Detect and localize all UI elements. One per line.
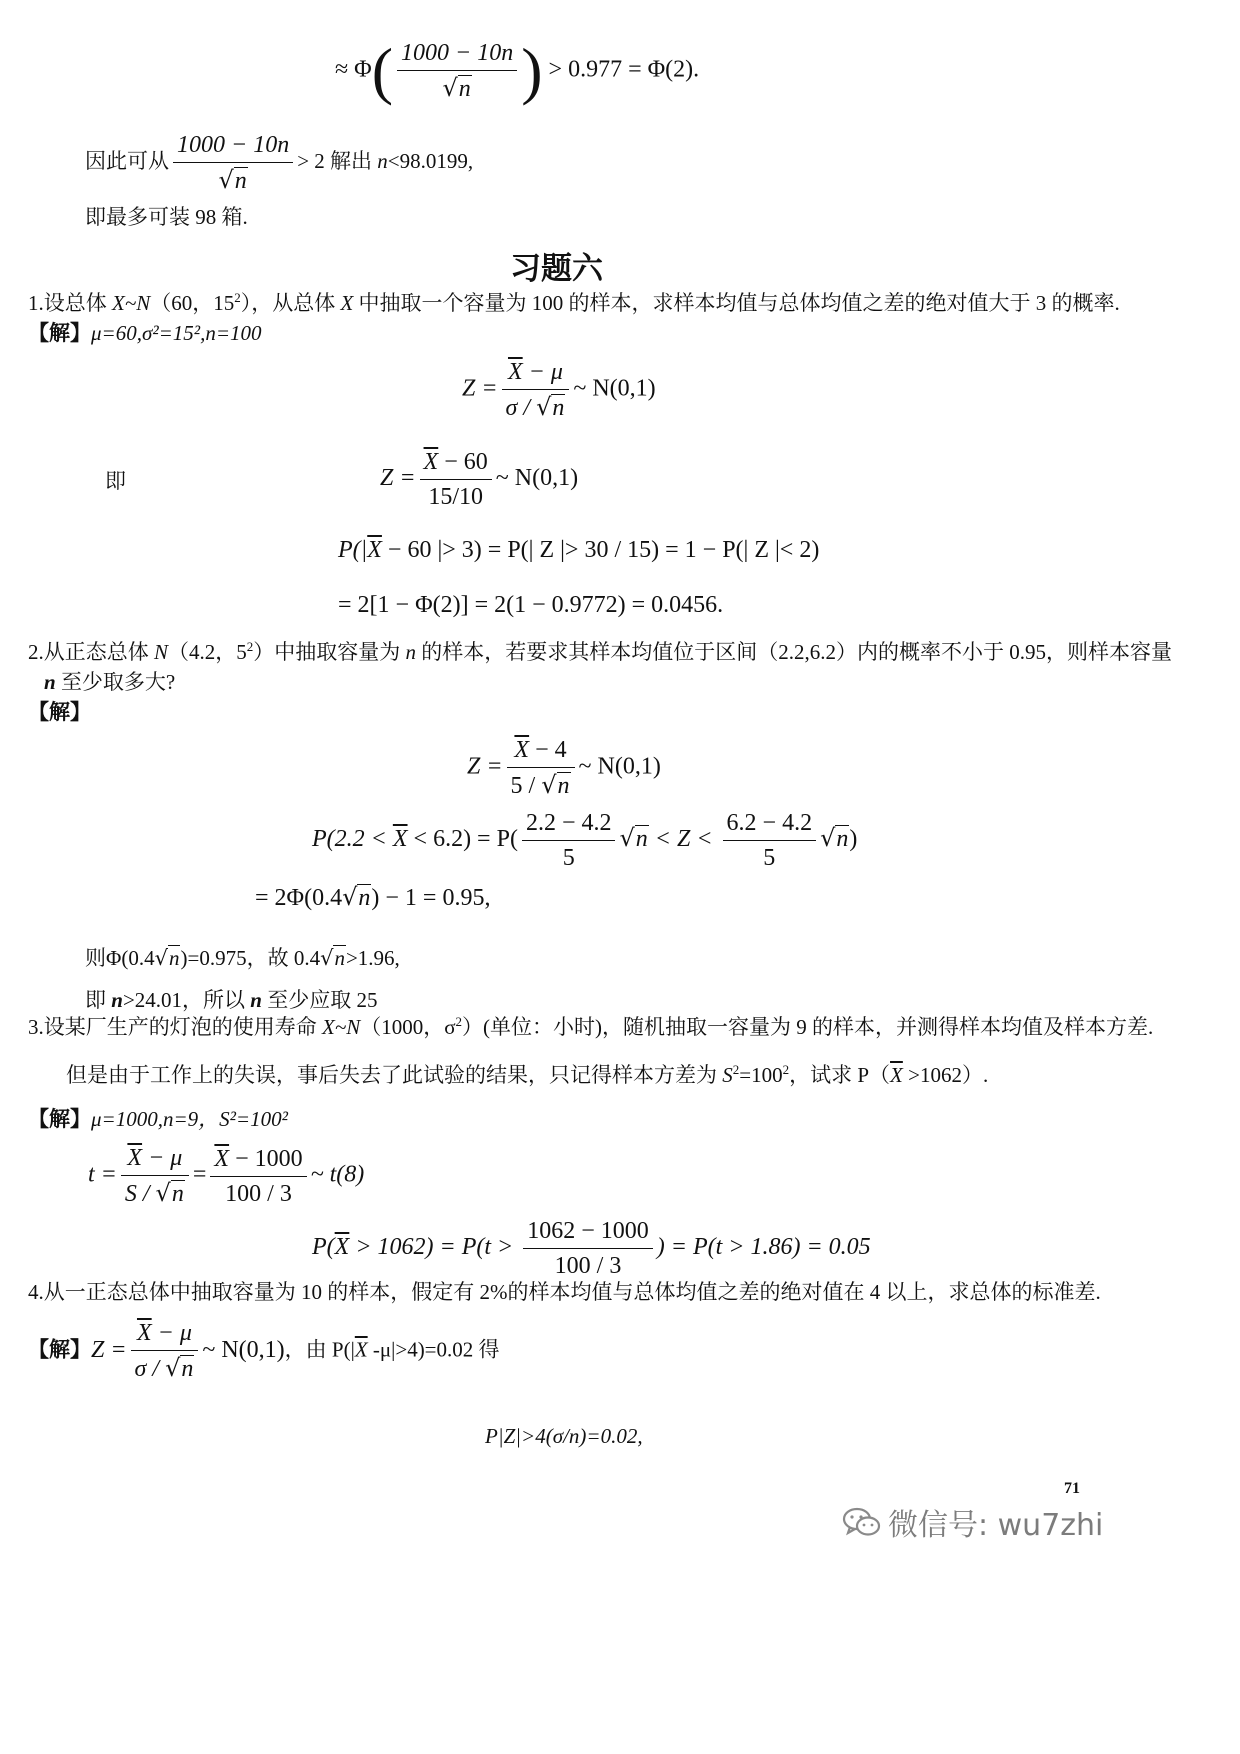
problem-1-solution-given: 【解】μ=60,σ²=15²,n=100 [28,321,262,345]
problem-2-eq-3: = 2Φ(0.4√n) − 1 = 0.95, [255,883,491,911]
problem-2-eq-2: $P(2.2 < \overline{X} < 6.2) = P$( $\frac{2.2 - 4.2}{5}$ √n < Z < $\frac{6.2 - 4.2}{5}$ √n) [312,810,858,871]
problem-4-question: 4.从一正态总体中抽取容量为 10 的样本，假定有 2%的样本均值与总体均值之差的绝对值在 4 以上，求总体的标准差. [28,1280,1101,1304]
problem-3-solution-given: 【解】μ=1000,n=9，S²=100² [28,1107,288,1131]
problem-1-eq-1: Z = $\frac{\overline{X} - \mu}{\sigma / √n}$ ~ N(0,1) [462,359,656,421]
problem-2-line-4: 则Φ(0.4√n)=0.975，故 0.4√n>1.96, [85,946,400,970]
problem-1-ji: 即 [105,469,126,493]
section-title: 习题六 [510,251,603,287]
problem-3-eq-2: $P(\overline{X} > 1062) = P(t$ > $\frac{1062 - 1000}{100 / 3}$ ) = P(t > 1.86) = 0.05 [312,1218,871,1279]
problem-1-question: 1.设总体 X~N（60，$15^2$），从总体 X 中抽取一个容量为 100 的样本，求样本均值与总体均值之差的绝对值大于 3 的概率. [28,290,1120,315]
problem-4-solution: 【解】Z = $\frac{\overline{X} - \mu}{\sigma / √n}$ ~ N(0,1)，由 $P(|\overline{X}$ -μ|>4)=0.02 得 [28,1320,500,1382]
problem-1-eq-3: $P(|\overline{X} - 60$ |> 3) = P(| Z |> 30 / 15) = 1 − P(| Z |< 2) [338,537,820,563]
problem-3-question-line-2: 但是由于工作上的失误，事后失去了此试验的结果，只记得样本方差为 $S^2=100^2$，试求 $P(\overline{X} >1062)$. [66,1062,989,1087]
wechat-icon [842,1506,882,1548]
problem-4-last-line: P|Z|>4(σ/n)=0.02, [485,1424,643,1448]
problem-2-question-line-1: 2.从正态总体 N（4.2，$5^2$）中抽取容量为 n 的样本，若要求其样本均值位于区间（2.2,6.2）内的概率不小于 0.95，则样本容量 [28,639,1173,664]
page-number: 71 [1064,1480,1080,1497]
top-equation: ≈ Φ( $\frac{1000 - 10n}{√n}$ ) > 0.977 = Φ(2). [335,35,700,106]
problem-2-question-line-2: n 至少取多大? [44,670,176,694]
problem-1-eq-2: Z = $\frac{\overline{X} - 60}{15/10}$ ~ N(0,1) [380,449,579,510]
problem-2-solution-label: 【解】 [28,700,91,724]
top-line-2: 因此可从 $\frac{1000 - 10n}{√n}$ > 2 解出 n<98.0199, [85,132,474,194]
problem-1-eq-4: = 2[1 − Φ(2)] = 2(1 − 0.9772) = 0.0456. [338,592,724,618]
problem-3-eq-1: t = $\frac{\overline{X} - \mu}{S / √n}$ = $\frac{\overline{X} - 1000}{100 / 3}$ ~ t(8) [88,1145,365,1207]
problem-2-line-5: 即 n>24.01，所以 n 至少应取 25 [85,988,378,1012]
problem-2-eq-1: Z = $\frac{\overline{X} - 4}{5 / √n}$ ~ N(0,1) [467,737,661,799]
problem-3-question-line-1: 3.设某厂生产的灯泡的使用寿命 X~N（1000，$\sigma^2$）(单位：小时)，随机抽取一容量为 9 的样本，并测得样本均值及样本方差. [28,1014,1154,1039]
watermark: 微信号: wu7zhi [842,1500,1103,1548]
top-line-3: 即最多可装 98 箱. [85,205,248,229]
